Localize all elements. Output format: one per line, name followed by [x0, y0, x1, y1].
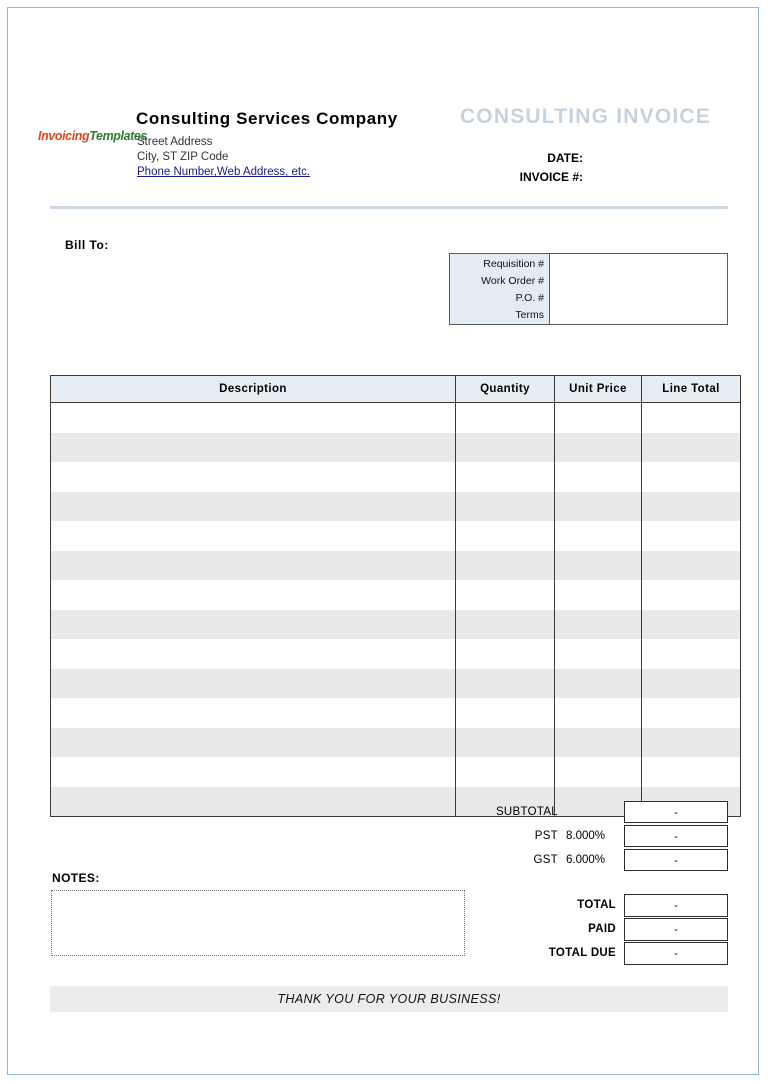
cell-description[interactable]	[51, 787, 456, 817]
final-totals-block	[449, 893, 728, 965]
invoice-number-label: INVOICE #:	[519, 170, 583, 184]
column-header-quantity: Quantity	[456, 376, 555, 403]
cell-quantity[interactable]	[456, 433, 555, 463]
column-header-unit-price: Unit Price	[555, 376, 642, 403]
pst-rate[interactable]: 8.000%	[566, 829, 606, 842]
reference-labels	[450, 254, 550, 324]
total-row	[449, 893, 728, 917]
requisition-value[interactable]	[550, 254, 727, 271]
cell-line-total[interactable]	[642, 757, 741, 787]
invoice-header	[8, 93, 758, 203]
table-header-row	[51, 376, 741, 403]
cell-unit-price[interactable]	[555, 403, 642, 433]
tax-totals-block	[449, 800, 728, 872]
cell-description[interactable]	[51, 639, 456, 669]
subtotal-row	[449, 800, 728, 823]
cell-line-total[interactable]	[642, 433, 741, 463]
cell-line-total[interactable]	[642, 698, 741, 728]
cell-line-total[interactable]	[642, 492, 741, 522]
cell-line-total[interactable]	[642, 639, 741, 669]
total-due-row	[449, 941, 728, 965]
cell-quantity[interactable]	[456, 757, 555, 787]
table-row[interactable]	[51, 492, 741, 522]
date-invoice-labels	[520, 149, 583, 187]
cell-unit-price[interactable]	[555, 669, 642, 699]
table-row[interactable]	[51, 580, 741, 610]
cell-quantity[interactable]	[456, 403, 555, 433]
cell-description[interactable]	[51, 521, 456, 551]
cell-line-total[interactable]	[642, 580, 741, 610]
cell-line-total[interactable]	[642, 610, 741, 640]
column-header-line-total: Line Total	[642, 376, 741, 403]
logo-part-invoicing: Invoicing	[38, 129, 90, 143]
notes-label: NOTES:	[52, 871, 100, 885]
work-order-value[interactable]	[550, 271, 727, 288]
cell-line-total[interactable]	[642, 521, 741, 551]
total-due-value[interactable]: -	[624, 942, 728, 965]
company-address	[137, 135, 310, 180]
cell-unit-price[interactable]	[555, 492, 642, 522]
subtotal-label: SUBTOTAL	[495, 805, 558, 818]
table-row[interactable]	[51, 433, 741, 463]
cell-unit-price[interactable]	[555, 610, 642, 640]
invoice-page-frame	[7, 7, 759, 1075]
footer-message: THANK YOU FOR YOUR BUSINESS!	[50, 986, 728, 1012]
cell-quantity[interactable]	[456, 551, 555, 581]
table-row[interactable]	[51, 610, 741, 640]
paid-value[interactable]: -	[624, 918, 728, 941]
terms-value[interactable]	[550, 305, 727, 322]
cell-unit-price[interactable]	[555, 728, 642, 758]
column-header-description: Description	[51, 376, 456, 403]
cell-description[interactable]	[51, 698, 456, 728]
cell-description[interactable]	[51, 757, 456, 787]
table-row[interactable]	[51, 669, 741, 699]
header-divider	[50, 206, 728, 209]
cell-quantity[interactable]	[456, 521, 555, 551]
cell-quantity[interactable]	[456, 492, 555, 522]
table-row[interactable]	[51, 403, 741, 433]
cell-unit-price[interactable]	[555, 462, 642, 492]
cell-description[interactable]	[51, 403, 456, 433]
invoice-sheet	[8, 8, 758, 1074]
address-line-1: Street Address	[137, 136, 213, 148]
invoicing-templates-logo	[38, 129, 147, 143]
reference-values[interactable]	[550, 254, 727, 324]
cell-unit-price[interactable]	[555, 580, 642, 610]
pst-value[interactable]: -	[624, 825, 728, 847]
cell-unit-price[interactable]	[555, 521, 642, 551]
line-items-body	[51, 403, 741, 817]
logo-part-templates: Templates	[89, 129, 148, 143]
cell-quantity[interactable]	[456, 639, 555, 669]
cell-line-total[interactable]	[642, 551, 741, 581]
table-row[interactable]	[51, 639, 741, 669]
cell-unit-price[interactable]	[555, 639, 642, 669]
table-row[interactable]	[51, 698, 741, 728]
address-line-2: City, ST ZIP Code	[137, 151, 229, 163]
cell-description[interactable]	[51, 580, 456, 610]
cell-quantity[interactable]	[456, 669, 555, 699]
paid-label: PAID	[588, 923, 616, 935]
work-order-label: Work Order #	[481, 275, 544, 287]
company-name: Consulting Services Company	[136, 109, 398, 128]
gst-label: GST	[533, 853, 558, 866]
cell-line-total[interactable]	[642, 669, 741, 699]
cell-description[interactable]	[51, 551, 456, 581]
requisition-label: Requisition #	[483, 258, 544, 270]
cell-description[interactable]	[51, 462, 456, 492]
notes-input[interactable]	[51, 890, 465, 956]
table-row[interactable]	[51, 551, 741, 581]
cell-line-total[interactable]	[642, 403, 741, 433]
terms-label: Terms	[515, 309, 544, 321]
cell-line-total[interactable]	[642, 462, 741, 492]
document-title: CONSULTING INVOICE	[459, 105, 711, 128]
cell-quantity[interactable]	[456, 580, 555, 610]
cell-quantity[interactable]	[456, 462, 555, 492]
cell-description[interactable]	[51, 433, 456, 463]
total-value[interactable]: -	[624, 894, 728, 917]
pst-row	[449, 824, 728, 847]
cell-unit-price[interactable]	[555, 698, 642, 728]
table-row[interactable]	[51, 728, 741, 758]
gst-rate[interactable]: 6.000%	[566, 853, 606, 866]
reference-box	[449, 253, 728, 325]
bill-to-label: Bill To:	[65, 238, 109, 252]
gst-value[interactable]: -	[624, 849, 728, 871]
cell-description[interactable]	[51, 669, 456, 699]
cell-description[interactable]	[51, 610, 456, 640]
cell-quantity[interactable]	[456, 698, 555, 728]
cell-quantity[interactable]	[456, 610, 555, 640]
gst-row	[449, 848, 728, 871]
table-row[interactable]	[51, 521, 741, 551]
address-contact-link[interactable]: Phone Number,Web Address, etc.	[137, 166, 311, 178]
cell-unit-price[interactable]	[555, 433, 642, 463]
table-row[interactable]	[51, 757, 741, 787]
subtotal-value[interactable]: -	[624, 801, 728, 823]
po-number-label: P.O. #	[515, 292, 544, 304]
cell-description[interactable]	[51, 492, 456, 522]
cell-unit-price[interactable]	[555, 757, 642, 787]
table-row[interactable]	[51, 462, 741, 492]
paid-row	[449, 917, 728, 941]
cell-description[interactable]	[51, 728, 456, 758]
total-label: TOTAL	[577, 899, 616, 911]
cell-unit-price[interactable]	[555, 551, 642, 581]
cell-line-total[interactable]	[642, 728, 741, 758]
po-number-value[interactable]	[550, 288, 727, 305]
cell-quantity[interactable]	[456, 728, 555, 758]
line-items-table	[50, 375, 741, 817]
total-due-label: TOTAL DUE	[548, 947, 616, 959]
date-label: DATE:	[547, 151, 583, 165]
pst-label: PST	[534, 829, 558, 842]
